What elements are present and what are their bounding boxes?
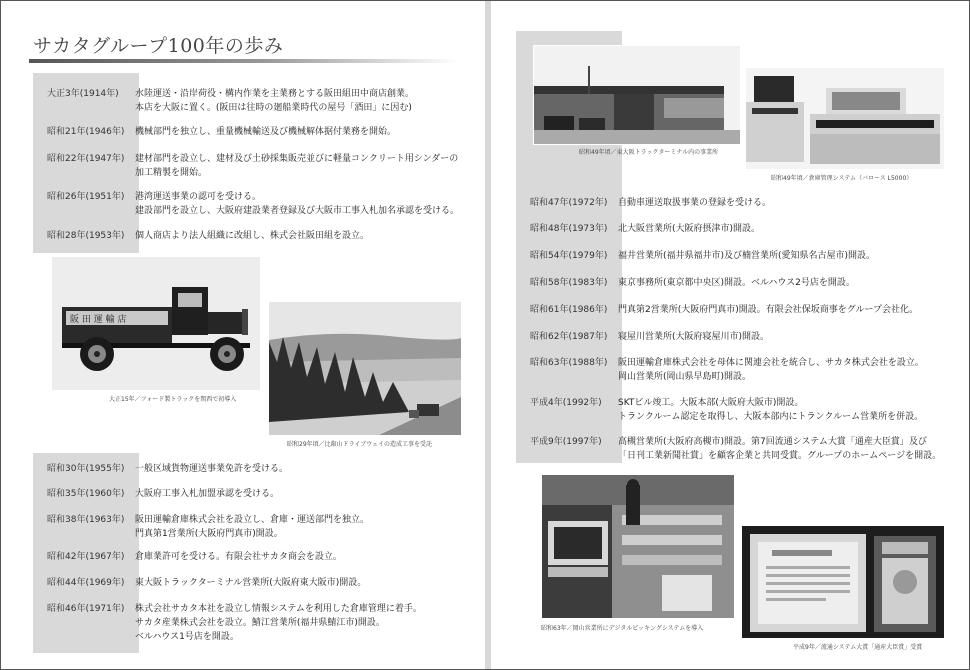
timeline-row xyxy=(33,125,396,139)
event-era: 昭和42年(1967年) xyxy=(47,552,125,562)
event-line: 大阪府工事入札加盟承認を受ける。 xyxy=(135,489,280,499)
photo-caption: 平成9年／流通システム大賞「通産大臣賞」受賞 xyxy=(793,644,923,651)
event-line: SKTビル竣工。大阪本部(大阪府大阪市)開設。 xyxy=(618,398,804,408)
event-description xyxy=(618,435,941,463)
title-underline xyxy=(29,59,459,63)
event-era: 大正3年(1914年) xyxy=(47,89,119,99)
event-description xyxy=(618,303,918,317)
event-era: 昭和62年(1987年) xyxy=(530,332,608,342)
event-description xyxy=(135,229,369,243)
truck-side-sign: 阪 田 運 輸 店 xyxy=(70,315,127,325)
event-line: 阪田運輸倉庫株式会社を設立し、倉庫・運送部門を独立。 xyxy=(135,515,370,525)
event-line: 高槻営業所(大阪府高槻市)開設。第7回流通システム大賞「通産大臣賞」及び xyxy=(618,437,927,447)
timeline-row xyxy=(516,330,769,344)
event-line: 門真第2営業所(大阪府門真市)開設。有限会社保坂商事をグループ会社化。 xyxy=(618,305,919,315)
event-line: 水陸運送・沿岸荷役・構内作業を主業務とする阪田組田中商店創業。 xyxy=(135,89,415,99)
event-line: ベルハウス1号店を開設。 xyxy=(135,632,239,642)
timeline-row xyxy=(33,602,422,644)
timeline-row xyxy=(33,487,279,501)
event-era: 昭和46年(1971年) xyxy=(47,604,125,614)
photo-ford-truck xyxy=(51,256,261,391)
event-description xyxy=(135,602,422,644)
timeline-row xyxy=(516,303,918,317)
event-era: 昭和30年(1955年) xyxy=(47,464,125,474)
event-era: 昭和21年(1946年) xyxy=(47,127,125,137)
timeline-row xyxy=(33,190,459,218)
event-line: 株式会社サカタ本社を設立し情報システムを利用した倉庫管理に着手。 xyxy=(135,604,422,614)
event-era: 昭和61年(1986年) xyxy=(530,305,608,315)
event-description xyxy=(618,249,875,263)
event-era: 昭和63年(1988年) xyxy=(530,358,608,368)
photo-truck-terminal xyxy=(533,45,741,145)
event-era: 昭和48年(1973年) xyxy=(530,224,608,234)
event-description xyxy=(135,550,342,564)
event-era: 昭和44年(1969年) xyxy=(47,578,125,588)
event-description xyxy=(135,125,396,139)
event-line: 一般区域貨物運送事業免許を受ける。 xyxy=(135,464,289,474)
timeline-row xyxy=(516,196,771,210)
event-description xyxy=(135,513,369,541)
timeline-row xyxy=(33,229,369,243)
event-description xyxy=(135,462,288,476)
event-line: 加工精製を開始。 xyxy=(135,168,208,178)
event-description xyxy=(135,87,414,115)
timeline-row xyxy=(33,152,458,180)
timeline-row xyxy=(33,576,366,590)
event-era: 平成9年(1997年) xyxy=(530,437,602,447)
event-line: 個人商店より法人組織に改組し、株式会社阪田組を設立。 xyxy=(135,231,370,241)
event-line: 倉庫業許可を受ける。有限会社サカタ商会を設立。 xyxy=(135,552,342,562)
photo-burroughs-system xyxy=(745,67,945,170)
event-era: 昭和35年(1960年) xyxy=(47,489,125,499)
photo-caption: 大正15年／フォード製トラックを関西で初導入 xyxy=(109,396,237,403)
timeline-row xyxy=(516,249,875,263)
event-era: 昭和26年(1951年) xyxy=(47,192,125,202)
event-line: 建設部門を設立し、大阪府建設業者登録及び大阪市工事入札加名承認を受ける。 xyxy=(135,206,460,216)
event-line: 自動車運送取扱事業の登録を受ける。 xyxy=(618,198,772,208)
event-description xyxy=(135,576,366,590)
photo-caption: 昭和49年頃／倉庫管理システム（バロース L5000） xyxy=(771,175,913,182)
event-description xyxy=(618,330,769,344)
timeline-row xyxy=(516,276,855,290)
timeline-row xyxy=(33,462,288,476)
event-era: 昭和22年(1947年) xyxy=(47,154,125,164)
event-line: 建材部門を設立し、建材及び土砂採集販売並びに軽量コンクリート用シンダーの xyxy=(135,154,459,164)
timeline-row xyxy=(33,87,414,115)
event-description xyxy=(618,356,924,384)
timeline-row xyxy=(33,550,342,564)
timeline-row xyxy=(516,356,924,384)
event-line: 阪田運輸倉庫株式会社を母体に関連会社を統合し、サカタ株式会社を設立。 xyxy=(618,358,924,368)
timeline-row xyxy=(516,222,760,236)
timeline-row xyxy=(516,396,923,424)
event-description xyxy=(618,276,855,290)
event-era: 昭和28年(1953年) xyxy=(47,231,125,241)
timeline-row xyxy=(516,435,941,463)
event-line: 港湾運送事業の認可を受ける。 xyxy=(135,192,262,202)
photo-hiei-drive xyxy=(268,301,462,436)
event-line: 門真第1営業所(大阪府門真市)開設。 xyxy=(135,529,283,539)
timeline-row xyxy=(33,513,369,541)
event-line: 「日刊工業新聞社賞」を顧客企業と共同受賞。グループのホームページを開設。 xyxy=(618,451,942,461)
event-line: 本店を大阪に置く。(阪田は往時の廻船業時代の屋号「酒田」に因む) xyxy=(135,103,412,113)
page-title: サカタグループ100年の歩み xyxy=(33,35,284,57)
photo-caption: 昭和29年頃／比叡山ドライブウェイの造成工事を受託 xyxy=(287,441,433,448)
event-line: トランクルーム認定を取得し、大阪本部内にトランクルーム営業所を併設。 xyxy=(618,412,924,422)
event-era: 昭和54年(1979年) xyxy=(530,251,608,261)
photo-digital-picking xyxy=(541,474,735,619)
photo-caption: 昭和63年／岡山営業所にデジタルピッキングシステムを導入 xyxy=(541,625,704,632)
event-line: サカタ産業株式会社を設立。鯖江営業所(福井県鯖江市)開設。 xyxy=(135,618,385,628)
event-line: 北大阪営業所(大阪府摂津市)開設。 xyxy=(618,224,761,234)
event-era: 昭和38年(1963年) xyxy=(47,515,125,525)
spine-gutter xyxy=(485,1,491,669)
event-line: 東大阪トラックターミナル営業所(大阪府東大阪市)開設。 xyxy=(135,578,367,588)
photo-award-certificate xyxy=(741,525,945,639)
photo-caption: 昭和49年頃／東大阪トラックターミナル内の事業所 xyxy=(579,149,719,156)
event-description xyxy=(135,190,459,218)
event-era: 平成4年(1992年) xyxy=(530,398,602,408)
event-era: 昭和58年(1983年) xyxy=(530,278,608,288)
event-line: 岡山営業所(岡山県早島町)開設。 xyxy=(618,372,752,382)
event-line: 福井営業所(福井県福井市)及び楠営業所(愛知県名古屋市)開設。 xyxy=(618,251,876,261)
event-description xyxy=(135,487,279,501)
event-description xyxy=(618,196,771,210)
event-description xyxy=(135,152,458,180)
event-description xyxy=(618,222,760,236)
event-description xyxy=(618,396,923,424)
event-line: 東京事務所(東京都中央区)開設。ベルハウス2号店を開設。 xyxy=(618,278,855,288)
event-line: 寝屋川営業所(大阪府寝屋川市)開設。 xyxy=(618,332,770,342)
event-line: 機械部門を独立し、重量機械輸送及び機械解体据付業務を開始。 xyxy=(135,127,397,137)
event-era: 昭和47年(1972年) xyxy=(530,198,608,208)
